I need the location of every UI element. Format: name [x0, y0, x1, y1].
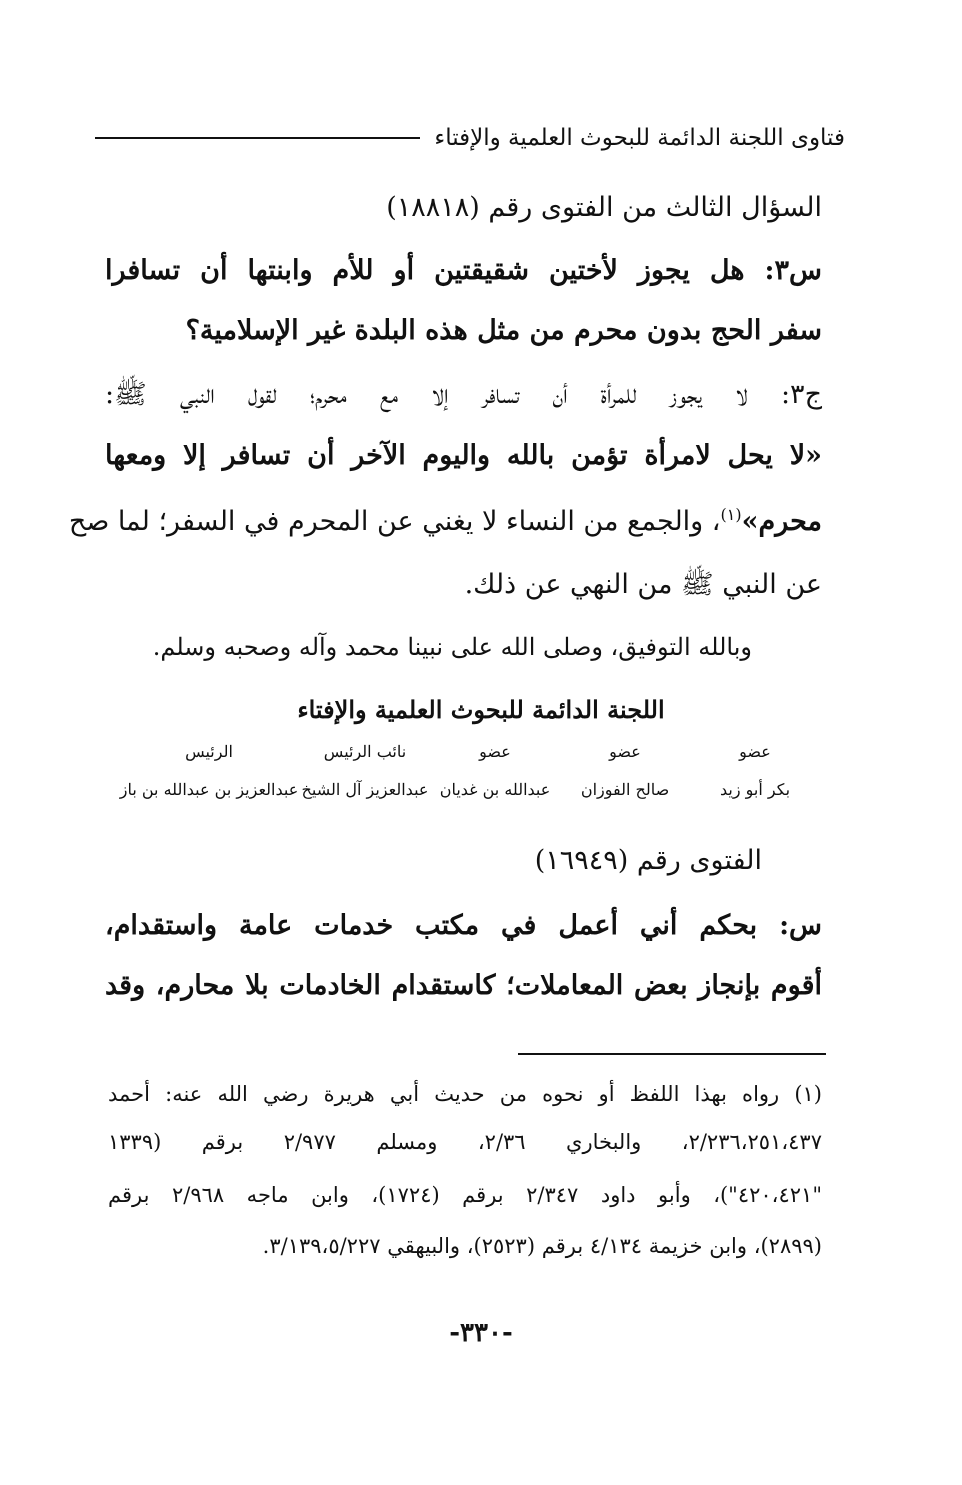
footnote-line-3: "٤٢٠،٤٢١")، وأبو داود ٢/٣٤٧ برقم (١٧٢٤)، وابن ماجه ٢/٩٦٨ برقم: [108, 1183, 822, 1207]
footnote-ref: (١): [720, 505, 742, 524]
committee-roles: [118, 742, 820, 761]
question3-heading: السؤال الثالث من الفتوى رقم (١٨٨١٨): [386, 192, 822, 223]
header-title: فتاوى اللجنة الدائمة للبحوث العلمية والإفتاء: [434, 125, 845, 151]
answer3-line-3: [68, 505, 822, 537]
answer3-line-1: ج٣: لا يجوز للمرأة أن تسافر إلا مع محرم؛ لقول النبي ﷺ:: [105, 379, 822, 410]
footnote-line-4: (٢٨٩٩)، وابن خزيمة ٤/١٣٤ برقم (٢٥٢٣)، والبيهقي ٣/١٣٩،٥/٢٢٧.: [262, 1234, 822, 1258]
question3-line-2: سفر الحج بدون محرم من مثل هذه البلدة غير الإسلامية؟: [185, 315, 822, 346]
footnote-line-1: (١) رواه بهذا اللفظ أو نحوه من حديث أبي هريرة رضي الله عنه: أحمد: [108, 1082, 822, 1106]
fatwa2-question-line-2: أقوم بإنجاز بعض المعاملات؛ كاستقدام الخادمات بلا محارم، وقد: [105, 970, 822, 1001]
committee-names: [118, 780, 820, 799]
fatwa2-question-line-1: س: بحكم أني أعمل في مكتب خدمات عامة واستقدام،: [105, 910, 822, 941]
member-role: نائب الرئيس: [323, 742, 407, 761]
answer3-line-3-rest: ، والجمع من النساء لا يغني عن المحرم في السفر؛ لما صح: [68, 506, 721, 537]
member-name: عبدالعزيز آل الشيخ: [301, 780, 429, 799]
page-number: -٣٣٠-: [449, 1318, 513, 1348]
member-role: عضو: [479, 742, 511, 761]
member-role: الرئيس: [185, 742, 233, 761]
member-name: عبدالله بن غديان: [439, 780, 551, 799]
answer3-line-4: عن النبي ﷺ من النهي عن ذلك.: [464, 569, 822, 600]
member-name: بكر أبو زيد: [719, 780, 791, 799]
member-role: عضو: [609, 742, 641, 761]
hadith-end-text: محرم»: [741, 506, 822, 537]
fatwa2-heading: الفتوى رقم (١٦٩٤٩): [534, 845, 762, 876]
footnote-line-2: ٢/٢٣٦،٢٥١،٤٣٧، والبخاري ٢/٣٦، ومسلم ٢/٩٧٧ برقم (١٣٣٩: [108, 1130, 822, 1154]
member-role: عضو: [739, 742, 771, 761]
committee-title: اللجنة الدائمة للبحوث العلمية والإفتاء: [297, 695, 665, 724]
running-header: [95, 118, 845, 158]
footnote-separator: [518, 1053, 826, 1055]
question3-line-1: س٣: هل يجوز لأختين شقيقتين أو للأم وابنتها أن تسافرا: [105, 255, 822, 286]
member-name: صالح الفوزان: [580, 780, 670, 799]
member-name: عبدالعزيز بن عبدالله بن باز: [119, 780, 299, 799]
header-rule: [95, 137, 420, 139]
closing-line: وبالله التوفيق، وصلى الله على نبينا محمد وآله وصحبه وسلم.: [152, 633, 752, 661]
answer3-line-2: «لا يحل لامرأة تؤمن بالله واليوم الآخر أن تسافر إلا ومعها: [105, 440, 822, 471]
